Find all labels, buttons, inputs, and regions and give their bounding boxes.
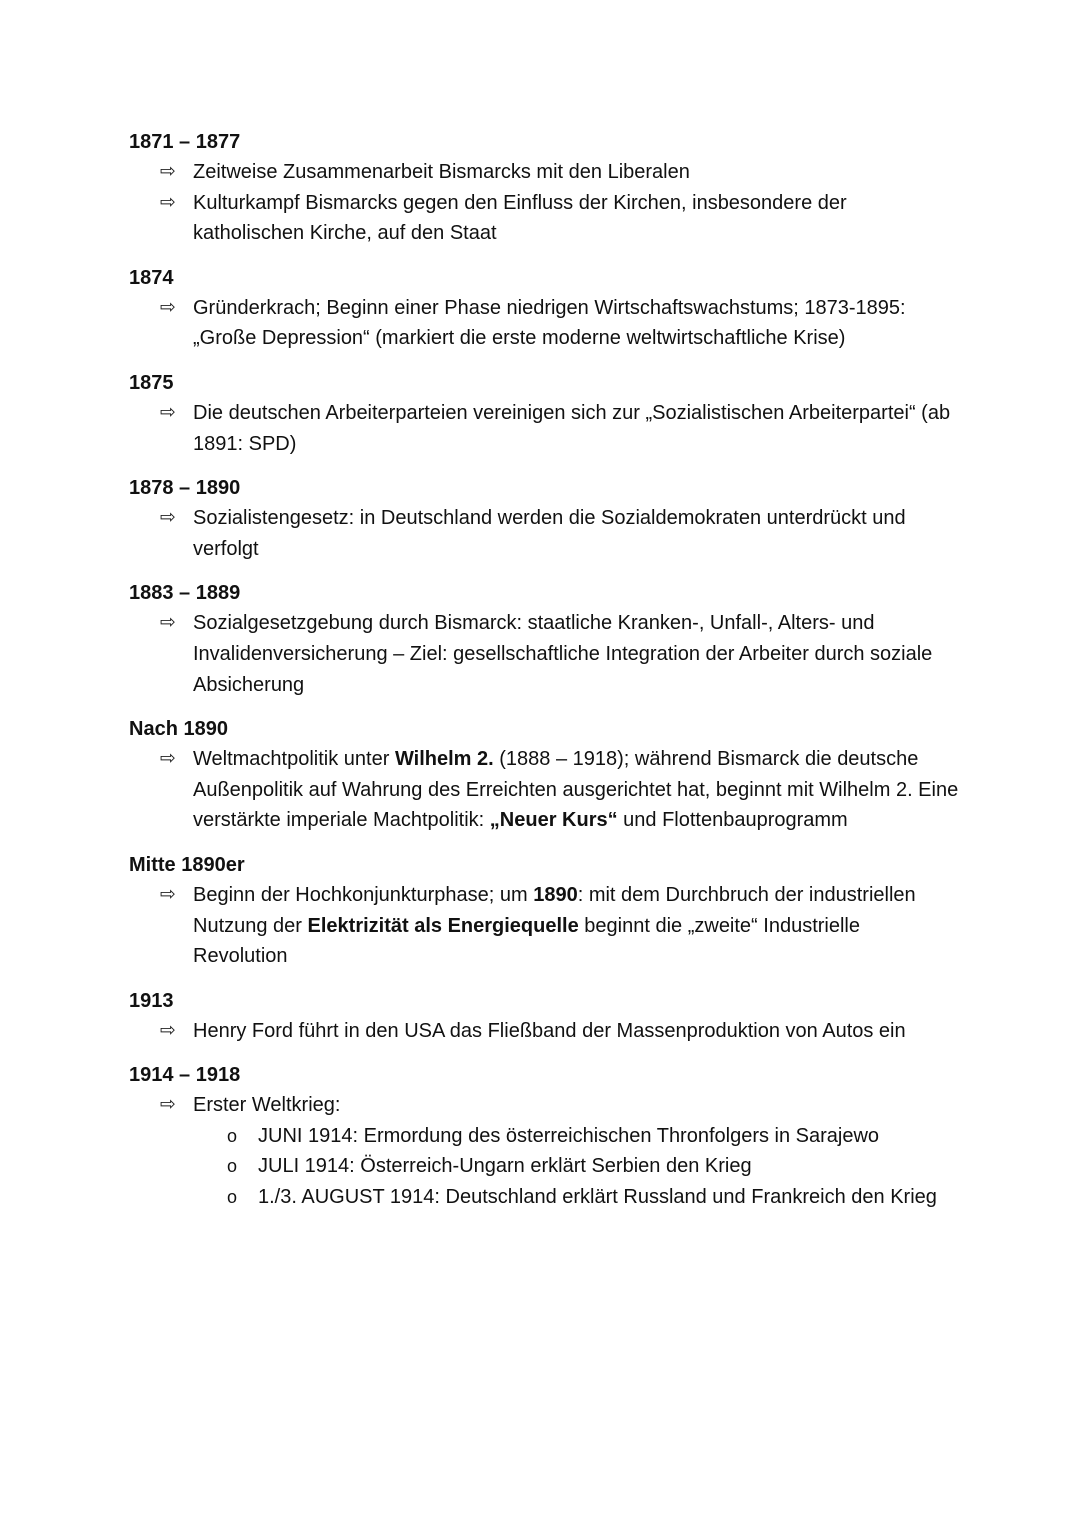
- list-item: [129, 1016, 959, 1047]
- list-item: [129, 293, 959, 354]
- arrow-right-icon: ⇨: [160, 612, 176, 634]
- bold-text: Elektrizität als Energiequelle: [307, 914, 579, 937]
- arrow-right-icon: ⇨: [160, 296, 176, 318]
- sub-list-item: [129, 1182, 959, 1213]
- sub-list-item-text: 1./3. AUGUST 1914: Deutschland erklärt Russland und Frankreich den Krieg: [258, 1186, 937, 1209]
- arrow-right-icon: ⇨: [160, 191, 176, 213]
- entry-nach-1890: [129, 714, 959, 836]
- sub-list-item-text: JULI 1914: Österreich-Ungarn erklärt Serbien den Krieg: [258, 1155, 752, 1178]
- entry-1883-1889: [129, 578, 959, 700]
- entry-heading: 1874: [129, 266, 174, 289]
- sub-list-item-text: JUNI 1914: Ermordung des österreichischen Thronfolgers in Sarajewo: [258, 1124, 880, 1147]
- list-item: [129, 188, 959, 249]
- arrow-right-icon: ⇨: [160, 401, 176, 423]
- arrow-right-icon: ⇨: [160, 161, 176, 182]
- arrow-right-icon: ⇨: [160, 748, 176, 770]
- text-run: : mit dem Durchbruch der industriellen Nutzung der: [193, 883, 916, 937]
- entry-heading: 1913: [129, 989, 174, 1012]
- circle-bullet-icon: o: [227, 1187, 238, 1208]
- bold-text: Wilhelm 2.: [394, 748, 494, 771]
- entry-heading: 1875: [129, 371, 174, 394]
- entry-mitte-1890er: [129, 850, 959, 972]
- entry-1914-1918: [129, 1060, 959, 1212]
- circle-bullet-icon: o: [227, 1125, 238, 1146]
- list-item: [129, 503, 959, 564]
- sub-list-item: [129, 1121, 959, 1152]
- entry-1913: [129, 986, 959, 1047]
- list-item-text: Zeitweise Zusammenarbeit Bismarcks mit den Liberalen: [193, 161, 690, 183]
- list-item-text: Sozialistengesetz: in Deutschland werden die Sozialdemokraten unterdrückt und verfolgt: [193, 507, 906, 560]
- list-item-text: [193, 884, 916, 967]
- entry-heading: 1883 – 1889: [129, 582, 241, 605]
- document-body: [129, 127, 959, 1213]
- list-item-text: [193, 748, 958, 831]
- entry-1878-1890: [129, 473, 959, 564]
- entry-heading: 1878 – 1890: [129, 477, 241, 500]
- list-item-text: Erster Weltkrieg:: [193, 1094, 341, 1117]
- list-item: [129, 744, 959, 836]
- arrow-right-icon: ⇨: [160, 1019, 176, 1041]
- list-item: [129, 157, 959, 188]
- sub-list-item: [129, 1151, 959, 1182]
- entry-1875: [129, 368, 959, 459]
- list-item: [129, 880, 959, 972]
- list-item: [129, 398, 959, 459]
- bold-text: „Neuer Kurs“: [489, 809, 618, 832]
- arrow-right-icon: ⇨: [160, 507, 176, 529]
- circle-bullet-icon: o: [227, 1156, 238, 1177]
- entry-heading: Nach 1890: [129, 718, 228, 741]
- list-item-text: Die deutschen Arbeiterparteien vereinigen sich zur „Sozialistischen Arbeiterpartei“ (ab 1891: SPD): [193, 401, 951, 455]
- arrow-right-icon: ⇨: [160, 883, 176, 905]
- list-item-text: Kulturkampf Bismarcks gegen den Einfluss der Kirchen, insbesondere der katholischen Kirche, auf den Staat: [193, 191, 847, 245]
- text-run: und Flottenbauprogramm: [617, 809, 848, 832]
- text-run: beginnt die „zweite“ Industrielle Revolution: [193, 914, 860, 968]
- entry-1874: [129, 263, 959, 354]
- list-item: [129, 608, 959, 700]
- list-item-text: Gründerkrach; Beginn einer Phase niedrigen Wirtschaftswachstums; 1873-1895: „Große Depression“ (markiert die erste moderne weltwirtschaftliche Krise): [193, 296, 906, 350]
- text-run: (1888 – 1918); während Bismarck die deutsche Außenpolitik auf Wahrung des Erreichten ausgerichtet hat, beginnt mit Wilhelm 2. Eine verstärkte imperiale Machtpolitik:: [193, 748, 959, 832]
- entry-heading: Mitte 1890er: [129, 853, 245, 876]
- entry-heading: 1914 – 1918: [129, 1064, 241, 1087]
- list-item: [129, 1090, 959, 1121]
- text-run: Beginn der Hochkonjunkturphase; um: [193, 883, 534, 906]
- text-run: Weltmachtpolitik unter: [193, 748, 395, 771]
- bold-text: 1890: [533, 883, 578, 906]
- list-item-text: Henry Ford führt in den USA das Fließband der Massenproduktion von Autos ein: [193, 1019, 906, 1042]
- list-item-text: Sozialgesetzgebung durch Bismarck: staatliche Kranken-, Unfall-, Alters- und Invalidenversicherung – Ziel: gesellschaftliche Integration der Arbeiter durch soziale Absicherung: [193, 612, 933, 696]
- entry-heading: 1871 – 1877: [129, 131, 241, 153]
- arrow-right-icon: ⇨: [160, 1094, 176, 1116]
- entry-1871-1877: [129, 127, 959, 249]
